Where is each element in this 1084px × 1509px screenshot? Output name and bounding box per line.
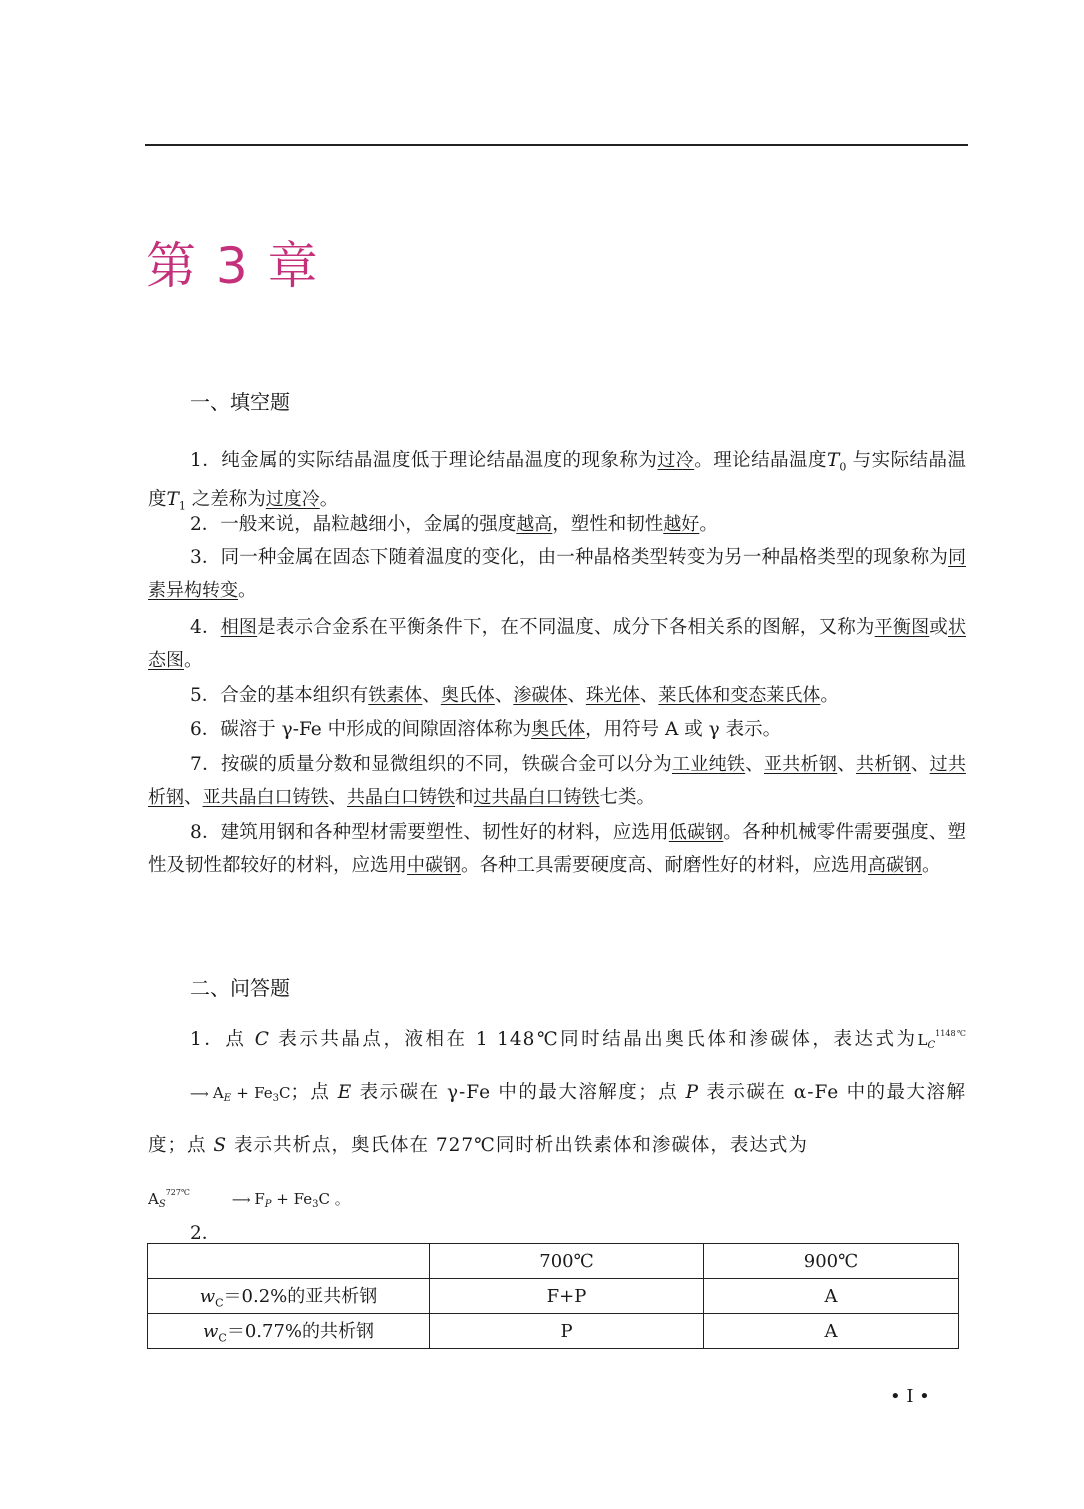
eutectic-formula: $L_C^{1148℃}⟶$ $A_E + Fe_3C$	[190, 1029, 967, 1104]
section-fill-in-title: 一、填空题	[190, 390, 290, 414]
phase-table	[147, 1243, 959, 1349]
fill-in-q1: 1．纯金属的实际结晶温度低于理论结晶温度的现象称为过冷。理论结晶温度$T_0$ 与实际结晶温度$T_1$ 之差称为过度冷。	[148, 450, 966, 513]
eutectoid-formula: $A_S^{727℃}⟶$ $F_P + Fe_3C$ 。	[148, 1188, 350, 1210]
chapter-title: 第 3 章	[146, 237, 320, 295]
answer: 高碳钢	[868, 854, 923, 876]
fill-in-q2: 2．一般来说，晶粒越细小，金属的强度越高，塑性和韧性越好。	[190, 514, 718, 535]
table-cell: A	[704, 1314, 959, 1349]
answer: 过度冷	[265, 489, 320, 511]
qa-q1: 1．点 C 表示共晶点，液相在 1 148℃同时结晶出奥氏体和渗碳体，表达式为$L_C^{1148℃}⟶$ $A_E + Fe_3C$；点 E 表示碳在 γ-Fe 中的最大溶解度；点 P 表示碳在 α-Fe 中的最大溶解度；点 S 表示共析点，奥氏体在 727℃同时析出铁素体和渗碳体，表达式为 $A_S^{727℃}⟶$ $F_P + Fe_3C$ 。	[148, 1029, 967, 1210]
fill-in-q3: 3．同一种金属在固态下随着温度的变化，由一种晶格类型转变为另一种晶格类型的现象称为同素异构转变。	[148, 547, 966, 601]
top-rule	[145, 144, 968, 146]
answer: 状态图	[148, 617, 966, 671]
answer: 同素异构转变	[148, 547, 966, 601]
answer: 相图	[220, 617, 258, 638]
answer: 过共晶白口铸铁	[473, 786, 600, 808]
table-header-cell: 700℃	[430, 1244, 704, 1279]
fill-in-q6: 6．碳溶于 γ-Fe 中形成的间隙固溶体称为奥氏体，用符号 A 或 γ 表示。	[190, 719, 782, 740]
table-header-row	[148, 1244, 959, 1279]
answer: 低碳钢	[668, 822, 724, 843]
table-row	[148, 1314, 959, 1349]
table-header-cell: 900℃	[704, 1244, 959, 1279]
fill-in-q7: 7．按碳的质量分数和显微组织的不同，铁碳合金可以分为工业纯铁、亚共析钢、共析钢、过共析钢、亚共晶白口铸铁、共晶白口铸铁和过共晶白口铸铁七类。	[148, 754, 966, 808]
fill-in-q8: 8．建筑用钢和各种型材需要塑性、韧性好的材料，应选用低碳钢。各种机械零件需要强度、塑性及韧性都较好的材料，应选用中碳钢。各种工具需要硬度高、耐磨性好的材料，应选用高碳钢。	[148, 822, 966, 876]
answer: 珠光体	[585, 685, 640, 706]
answer: 渗碳体	[513, 685, 568, 706]
answer: 平衡图	[874, 617, 930, 638]
table-cell: F+P	[430, 1279, 704, 1314]
answer: 亚共晶白口铸铁	[202, 786, 329, 808]
answer: 工业纯铁	[672, 754, 746, 775]
answer: 奥氏体	[440, 685, 495, 706]
section-qa-title: 二、问答题	[190, 976, 290, 1000]
answer: 越好	[663, 514, 700, 535]
answer: 亚共析钢	[763, 754, 838, 775]
fill-in-q5: 5．合金的基本组织有铁素体、奥氏体、渗碳体、珠光体、莱氏体和变态莱氏体。	[190, 685, 839, 706]
qa-q2-number: 2．	[190, 1223, 221, 1244]
fill-in-q4: 4．相图是表示合金系在平衡条件下，在不同温度、成分下各相关系的图解，又称为平衡图或状态图。	[148, 617, 966, 671]
answer: 共析钢	[855, 754, 911, 775]
table-header-cell	[148, 1244, 430, 1279]
table-cell-label: $w_C=0.2\%$的亚共析钢	[148, 1279, 430, 1314]
table-cell: A	[704, 1279, 959, 1314]
answer: 莱氏体和变态莱氏体	[658, 685, 821, 706]
answer: 越高	[516, 514, 553, 535]
answer: 中碳钢	[407, 854, 462, 876]
table-cell: P	[430, 1314, 704, 1349]
page-number: • I •	[890, 1386, 930, 1407]
answer: 奥氏体	[531, 719, 586, 740]
table-row	[148, 1279, 959, 1314]
answer: 过冷	[657, 450, 695, 471]
answer: 过共析钢	[148, 754, 966, 808]
answer: 共晶白口铸铁	[347, 786, 456, 808]
table-cell-label: $w_C=0.77\%$的共析钢	[148, 1314, 430, 1349]
answer: 铁素体	[368, 685, 423, 706]
